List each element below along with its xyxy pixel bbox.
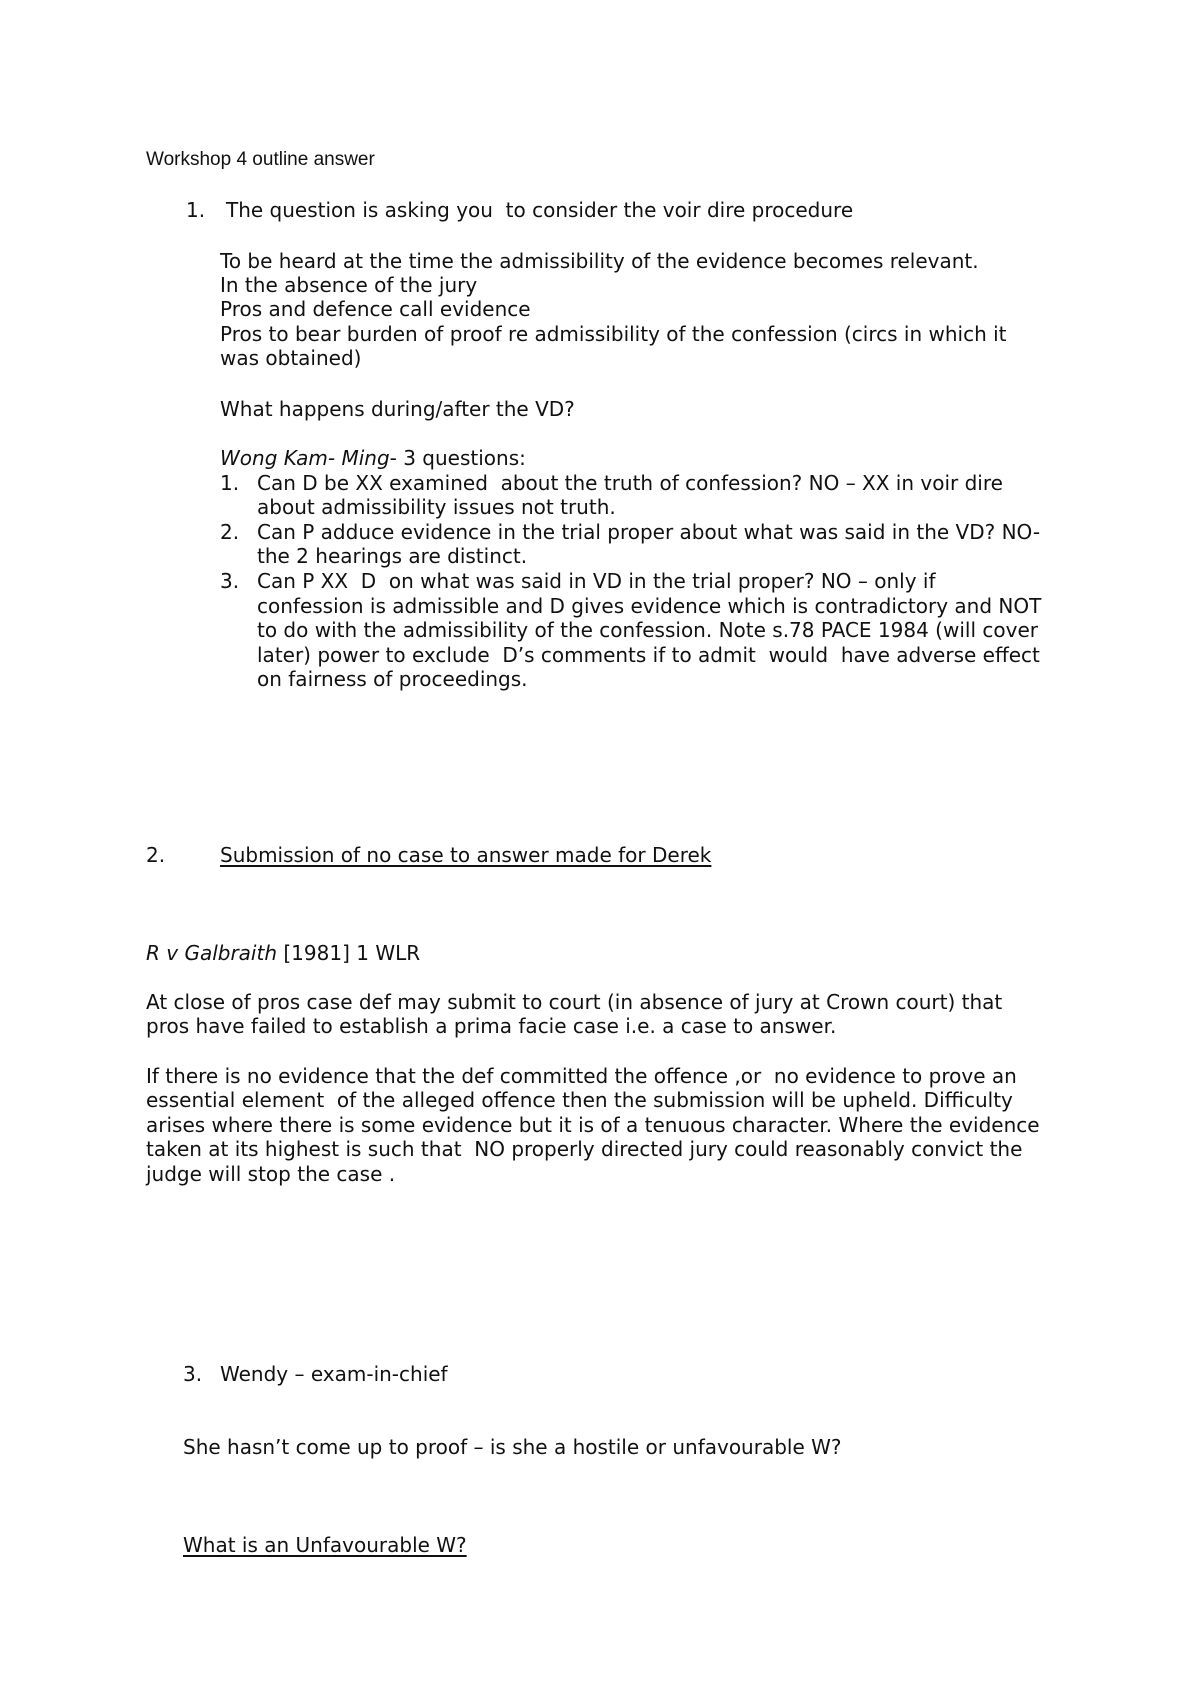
voir-dire-line: In the absence of the jury bbox=[220, 273, 478, 297]
document-title: Workshop 4 outline answer bbox=[146, 149, 375, 170]
question-line: about admissibility issues not truth. bbox=[257, 495, 616, 519]
paragraph-line: If there is no evidence that the def committed the offence ,or no evidence to prove an bbox=[146, 1064, 1017, 1088]
voir-dire-line: To be heard at the time the admissibility of the evidence becomes relevant. bbox=[220, 249, 979, 273]
paragraph-line: arises where there is some evidence but it is of a tenuous character. Where the evidence bbox=[146, 1113, 1040, 1137]
question-line: Can P adduce evidence in the trial proper about what was said in the VD? NO- bbox=[257, 520, 1041, 544]
voir-dire-line: was obtained) bbox=[220, 346, 362, 370]
paragraph-line: At close of pros case def may submit to court (in absence of jury at Crown court) that bbox=[146, 990, 1003, 1014]
case-reference bbox=[146, 941, 420, 965]
question-number: 3. bbox=[220, 569, 240, 593]
section-3-number: 3. bbox=[183, 1362, 203, 1386]
question-line: to do with the admissibility of the confession. Note s.78 PACE 1984 (will cover bbox=[257, 618, 1038, 642]
case-name: R v Galbraith bbox=[146, 941, 278, 965]
question-line: Can D be XX examined about the truth of confession? NO – XX in voir dire bbox=[257, 471, 1003, 495]
question-line: later) power to exclude D’s comments if to admit would have adverse effect bbox=[257, 643, 1040, 667]
case-citation: [1981] 1 WLR bbox=[277, 941, 421, 965]
paragraph-line: judge will stop the case . bbox=[146, 1162, 396, 1186]
section-3-heading: Wendy – exam-in-chief bbox=[220, 1362, 448, 1386]
voir-dire-line: Pros and defence call evidence bbox=[220, 297, 531, 321]
section-3-question: She hasn’t come up to proof – is she a hostile or unfavourable W? bbox=[183, 1435, 842, 1459]
section-1-heading: The question is asking you to consider the voir dire procedure bbox=[226, 198, 854, 222]
voir-dire-line: Pros to bear burden of proof re admissibility of the confession (circs in which it bbox=[220, 322, 1007, 346]
vd-question: What happens during/after the VD? bbox=[220, 397, 575, 421]
case-suffix: - 3 questions: bbox=[389, 446, 526, 470]
section-3-subheading: What is an Unfavourable W? bbox=[183, 1533, 467, 1557]
paragraph-line: pros have failed to establish a prima facie case i.e. a case to answer. bbox=[146, 1014, 837, 1038]
question-line: confession is admissible and D gives evidence which is contradictory and NOT bbox=[257, 594, 1042, 618]
section-1-number: 1. bbox=[186, 198, 206, 222]
paragraph-line: essential element of the alleged offence then the submission will be upheld. Difficulty bbox=[146, 1088, 1013, 1112]
question-line: the 2 hearings are distinct. bbox=[257, 544, 528, 568]
question-number: 2. bbox=[220, 520, 240, 544]
case-name: Wong Kam- Ming bbox=[220, 446, 390, 470]
section-2-number: 2. bbox=[146, 843, 166, 867]
case-reference bbox=[220, 446, 526, 470]
paragraph-line: taken at its highest is such that NO properly directed jury could reasonably convict the bbox=[146, 1137, 1023, 1161]
section-2-heading: Submission of no case to answer made for Derek bbox=[220, 843, 712, 867]
question-line: on fairness of proceedings. bbox=[257, 667, 528, 691]
question-number: 1. bbox=[220, 471, 240, 495]
question-line: Can P XX D on what was said in VD in the trial proper? NO – only if bbox=[257, 569, 936, 593]
